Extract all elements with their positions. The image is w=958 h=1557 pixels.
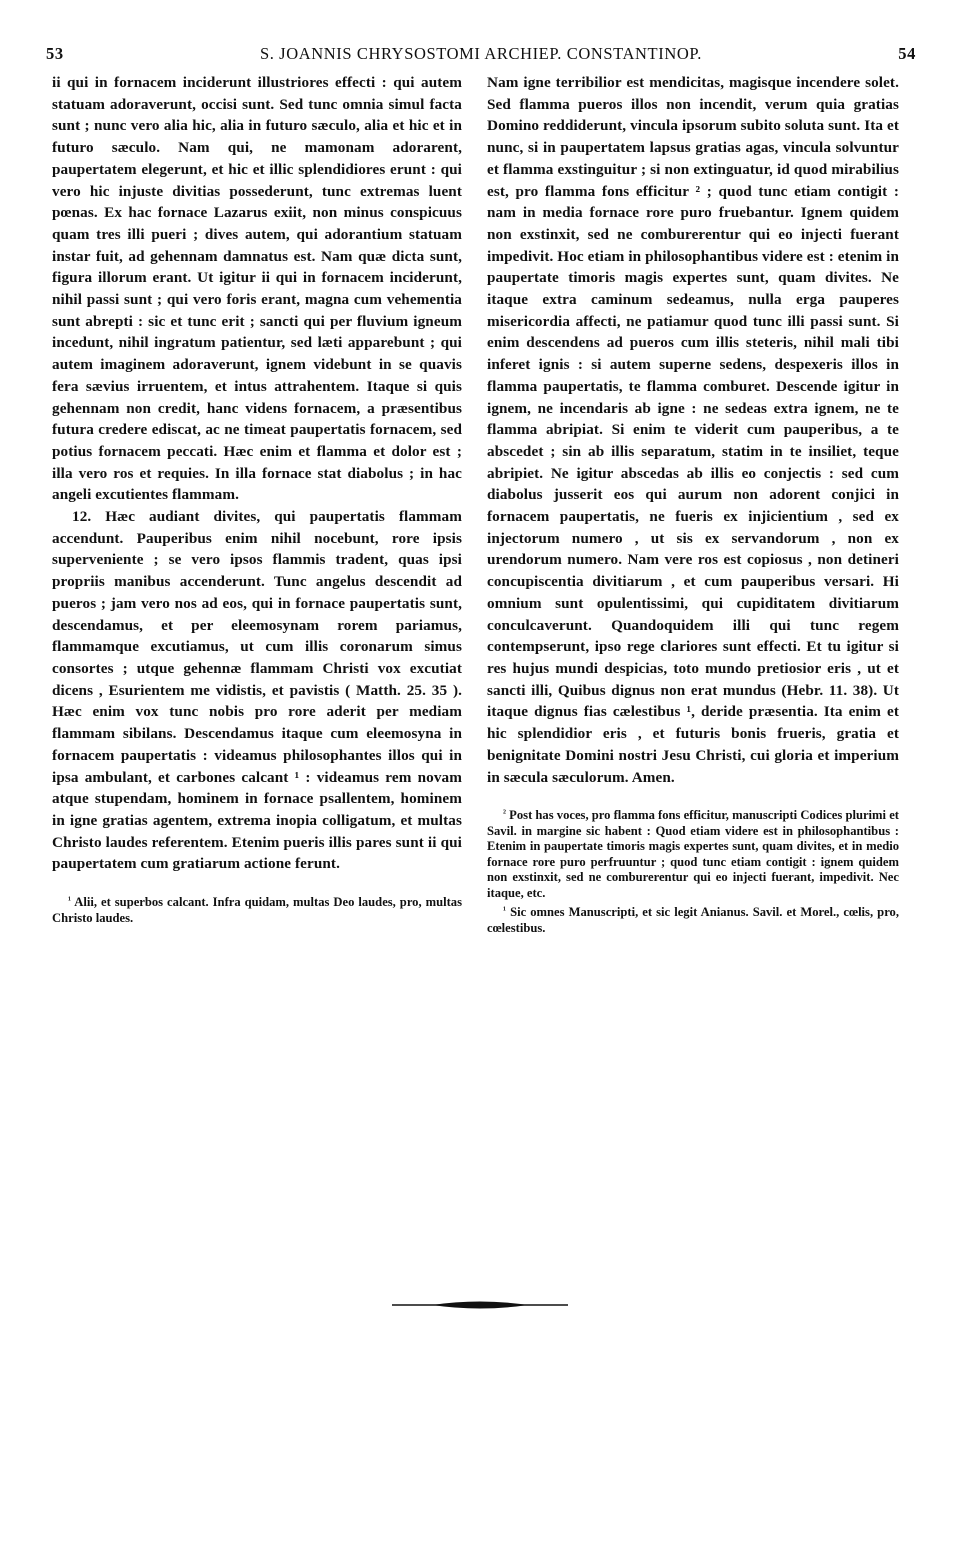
page-number-left: 53	[46, 44, 64, 63]
footnote-marker: ²	[503, 808, 506, 820]
running-title: S. JOANNIS CHRYSOSTOMI ARCHIEP. CONSTANTINOP.	[259, 44, 703, 63]
footnote-text: Sic omnes Manuscripti, et sic legit Anianus. Savil. et Morel., cœlis, pro, cœlestibus.	[487, 905, 899, 935]
page-number-right: 54	[898, 44, 916, 63]
footnote-marker: ¹	[503, 905, 506, 917]
running-head	[46, 44, 916, 68]
footnote-text: Post has voces, pro flamma fons efficitur, manuscripti Codices plurimi et Savil. in margine sic habent : Quod etiam videre est in philosophantibus : Etenim in paupertate timoris magis expertes sunt, quam divites, et in medio fornace rore puro perfruuntur ; quod tunc etiam contigit : ignem quidem non exstinxit, sed ne comburerentur qui eo injecti fuerant, impedivit. Nec itaque, etc.	[487, 808, 899, 900]
right-paragraph-1: Nam igne terribilior est mendicitas, magisque incendere solet. Sed flamma pueros illos non incendit, verum quia gratias Domino reddiderunt, vincula ipsorum subito soluta sunt. Ita et nunc, si in paupertatem lapsus gratias agas, vincula solvuntur et flamma exstinguitur ; si non extinguatur, id quod mirabilius est, pro flamma fons efficitur ² ; quod tunc etiam contigit : nam in media fornace rore puro fruebantur. Ignem quidem non exstinxit, sed ne comburerentur qui eo injecti fuerant impedivit. Hoc etiam in philosophantibus videre est : etenim in paupertate timoris magis expertes sunt, quam divites. Ne itaque extra caminum sedeamus, nulla erga pauperes misericordia affecti, ne patiamur quod tunc illi passi sunt. Si enim descendens ad pueros cum illis steteris, nihil mali tibi inferet ignis : si autem superne sedens, despexeris illos in flamma paupertatis, te flamma comburet. Descende igitur in ignem, ne incendaris ab igne : ne sedeas extra ignem, ne te flamma abripiat. Si enim te viderit cum pauperibus, a te abscedet ; sin ab illis separatum, statim in te insiliet, teque abripiet. Ne igitur abscedas ab illis eo conjectis : sed cum diabolus jusserit eos qui aurum non adorent conjici in fornacem paupertatis, ne fueris ex injicientium , sed ex injectorum numero , ut sis ex servandorum , non ex urendorum numero. Nam vere ros est copiosus , non detineri concupiscentia divitiarum , et cum pauperibus versari. Hi omnium sunt opulentissimi, qui cupiditatem divitiarum conculcaverunt. Quandoquidem illi qui tunc regem contempserunt, ipso rege clariores sunt effecti. Et tu igitur si res hujus mundi despicias, toto mundo pretiosior eris , ut et sancti illi, Quibus dignus non erat mundus (Hebr. 11. 38). Ut itaque dignus fias cælestibus ¹, deride præsentia. Ita enim et hic splendidior eris , et futuris bonis frueris, gratia et benignitate Domini nostri Jesu Christi, cui gloria et imperium in sæcula sæculorum. Amen.	[487, 74, 899, 786]
footnote-text: Alii, et superbos calcant. Infra quidam, multas Deo laudes, pro, multas Christo laudes.	[52, 895, 462, 925]
left-paragraph-1: ii qui in fornacem inciderunt illustriores effecti : qui autem statuam adoraverunt, occisi sunt. Sed tunc omnia simul facta sunt ; nunc vero alia hic, alia in futuro sæculo, alia et hic et in futuro sæculo. Nam qui, ne mamonam adorarent, paupertatem elegerunt, et hic et illic splendidiores erunt : qui vero hic injuste divitias possederunt, tunc extremas luent pœnas. Ex hac fornace Lazarus exiit, non minus conspicuus quam tres illi pueri ; dives autem, qui adorantium statuam instar fuit, ad gehennam damnatus est. Nam quæ dicta sunt, figura illorum erant. Ut igitur ii qui in fornacem inciderunt, nihil passi sunt ; qui vero foris erant, magna cum vehementia sunt abrepti : sic et tunc erit ; sancti qui per fluvium igneum incedunt, nihil ingratum patientur, sed læti apparebunt ; qui autem imaginem adoraverunt, ignem videbunt in se quavis fera sævius irruentem, et intus attrahentem. Itaque si quis gehennam non credit, hanc videns fornacem, a præsentibus futura credere ediscat, ac ne timeat paupertatis fornacem, sed potius fornacem peccati. Hæc enim et flamma et dolor est ; illa vero ros et requies. In illa fornace stat diabolus ; in hac angeli excutientes flammam.	[52, 74, 462, 504]
footnote-right-2	[487, 806, 899, 901]
footnote-left-1	[52, 893, 462, 926]
left-paragraph-2: 12. Hæc audiant divites, qui paupertatis flammam accendunt. Pauperibus enim nihil nocebunt, rore ipsis superveniente ; se vero ipsos flammis tradent, quas ipsi propriis manibus accenderunt. Tunc angelus descendit ad pueros ; jam vero nos ad eos, qui in fornace paupertatis sunt, descendamus, et per eleemosynam rorem pariamus, flammamque excutiamus, ut cum illis coronarum simus consortes ; utque gehennæ flammam Christi vox excutiat dicens , Esurientem me vidistis, et pavistis ( Matth. 25. 35 ). Hæc enim vox tunc nobis pro rore aderit per mediam flammam sibilans. Descendamus itaque cum eleemosyna in fornacem paupertatis : videamus philosophantes illos qui in ipsa ambulant, et carbones calcant ¹ : videamus rem novam atque stupendam, hominem in fornace psallentem, hominem in igne gratias agentem, extrema inopia colligatum, et multas Christo laudes referentem. Etenim pueris illis pares sunt ii qui paupertatem cum gratiarum actione ferunt.	[52, 508, 462, 873]
right-footnotes	[487, 806, 899, 936]
footnote-right-1	[487, 903, 899, 936]
left-column	[52, 72, 462, 928]
left-footnotes	[52, 893, 462, 926]
end-ornament	[392, 1299, 568, 1311]
right-column	[487, 72, 899, 938]
footnote-marker: ¹	[68, 895, 71, 907]
